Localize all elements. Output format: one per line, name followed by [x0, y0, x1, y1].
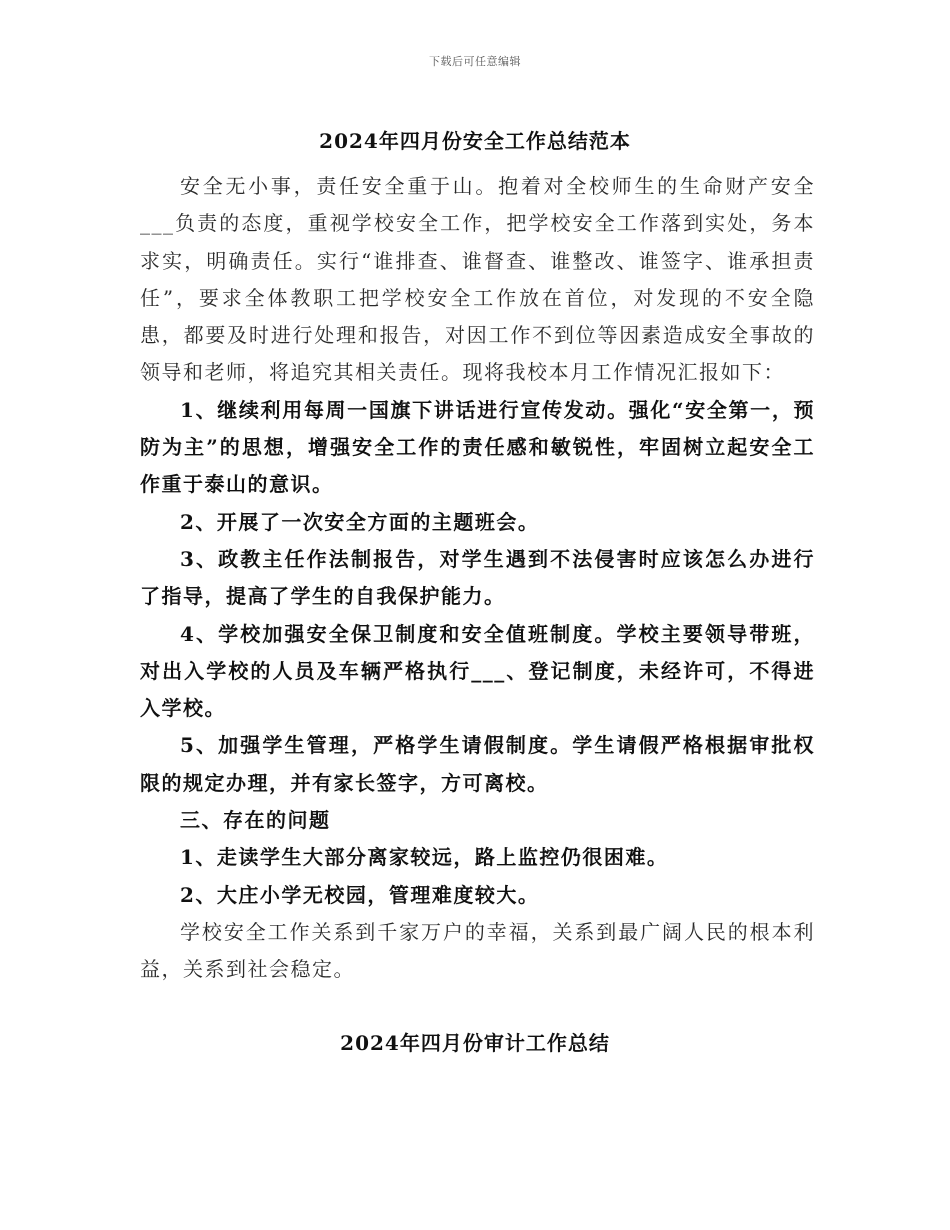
item-5-paragraph: 5、加强学生管理，严格学生请假制度。学生请假严格根据审批权限的规定办理，并有家长签字，方可离校。	[140, 733, 815, 795]
second-document-title: 2024年四月份审计工作总结	[340, 1031, 610, 1055]
problem-2-paragraph: 2、大庄小学无校园，管理难度较大。	[180, 882, 540, 907]
closing-paragraph: 学校安全工作关系到千家万户的幸福，关系到最广阔人民的根本利益，关系到社会稳定。	[140, 919, 815, 982]
header-note: 下载后可任意编辑	[429, 55, 521, 68]
item-1-paragraph: 1、继续利用每周一国旗下讲话进行宣传发动。强化“安全第一，预防为主”的思想，增强安全工作的责任感和敏锐性，牢固树立起安全工作重于泰山的意识。	[140, 397, 815, 497]
section-heading-problems: 三、存在的问题	[180, 808, 331, 833]
document-body	[140, 168, 815, 989]
item-4-paragraph: 4、学校加强安全保卫制度和安全值班制度。学校主要领导带班，对出入学校的人员及车辆严格执行___、登记制度，未经许可，不得进入学校。	[140, 621, 815, 721]
problem-1-paragraph: 1、走读学生大部分离家较远，路上监控仍很困难。	[180, 845, 669, 870]
item-3-paragraph: 3、政教主任作法制报告，对学生遇到不法侵害时应该怎么办进行了指导，提高了学生的自我保护能力。	[140, 546, 815, 609]
intro-paragraph: 安全无小事，责任安全重于山。抱着对全校师生的生命财产安全___负责的态度，重视学校安全工作，把学校安全工作落到实处，务本求实，明确责任。实行“谁排查、谁督查、谁整改、谁签字、谁承担责任”，要求全体教职工把学校安全工作放在首位，对发现的不安全隐患，都要及时进行处理和报告，对因工作不到位等因素造成安全事故的领导和老师，将追究其相关责任。现将我校本月工作情况汇报如下：	[140, 174, 815, 385]
page-title: 2024年四月份安全工作总结范本	[319, 129, 631, 153]
item-2-paragraph: 2、开展了一次安全方面的主题班会。	[180, 509, 540, 534]
